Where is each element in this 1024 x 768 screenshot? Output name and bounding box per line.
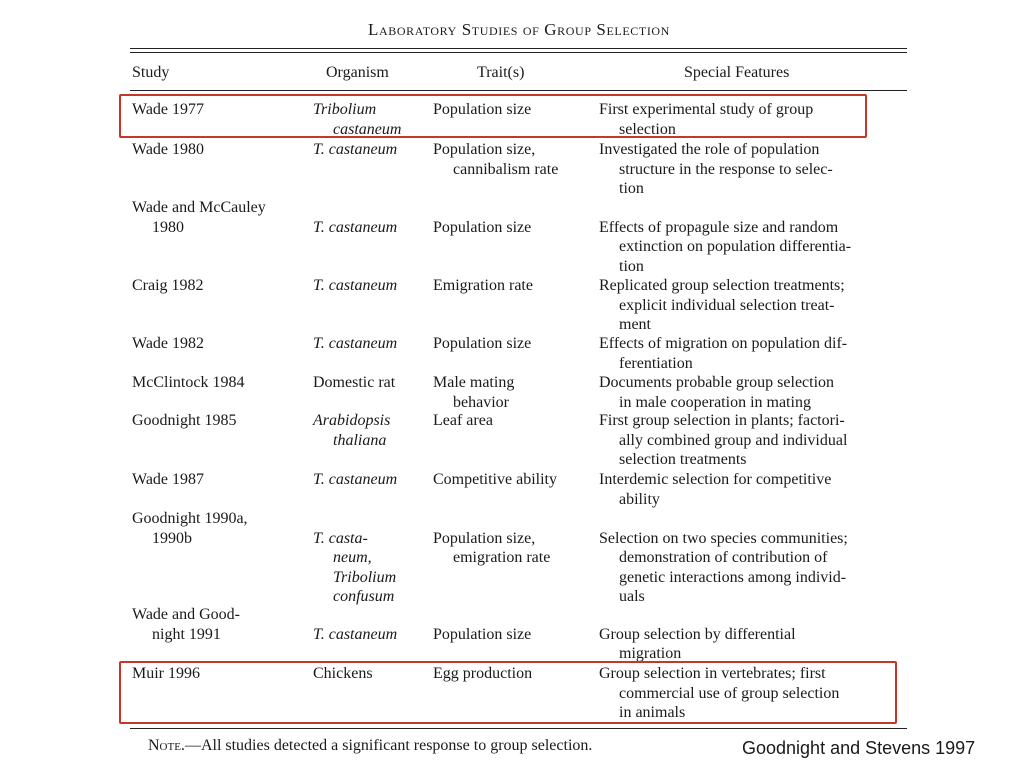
cell-line: McClintock 1984 [132, 374, 245, 391]
cell-line: T. castaneum [313, 625, 398, 643]
cell-line: Tribolium [313, 101, 377, 118]
cell-line: Male mating [433, 374, 515, 391]
cell-line: Leaf area [433, 412, 493, 429]
cell-line: structure in the response to selec- [619, 160, 833, 178]
table-cell-features [599, 276, 904, 335]
cell-line: ability [619, 490, 660, 508]
table-cell-traits [433, 334, 593, 354]
table-cell-organism [313, 373, 428, 393]
cell-line: First experimental study of group [599, 101, 814, 118]
note-text: —All studies detected a significant response to group selection. [184, 737, 593, 754]
note-label: Note. [148, 737, 185, 754]
cell-line [433, 198, 593, 218]
cell-line: explicit individual selection treat- [619, 296, 835, 314]
cell-line: in male cooperation in mating [619, 393, 811, 411]
cell-line: confusum [333, 588, 395, 606]
cell-line: Goodnight 1990a, [132, 510, 248, 527]
table-cell-features [599, 334, 904, 373]
cell-line [313, 605, 428, 625]
cell-line: Effects of propagule size and random [599, 218, 839, 236]
cell-line: Group selection in vertebrates; first [599, 665, 826, 682]
top-rule-1 [130, 48, 907, 49]
cell-line: neum, [333, 549, 372, 567]
cell-line: T. castaneum [313, 141, 398, 158]
table-cell-features [599, 509, 904, 607]
table-cell-organism [313, 470, 428, 490]
table-cell-features [599, 470, 904, 509]
table-cell-features [599, 605, 904, 664]
cell-line: thaliana [333, 431, 387, 449]
cell-line: Wade and Good- [132, 606, 241, 623]
cell-line: T. castaneum [313, 471, 398, 488]
table-cell-study [132, 605, 307, 644]
bottom-rule [130, 728, 907, 729]
table-cell-organism [313, 411, 428, 450]
cell-line: Population size, [433, 141, 536, 158]
table-cell-traits [433, 140, 593, 179]
cell-line [313, 509, 428, 529]
cell-line: 1980 [152, 218, 184, 236]
cell-line: cannibalism rate [453, 160, 559, 178]
table-cell-traits [433, 411, 593, 431]
cell-line: Group selection by differential [599, 625, 796, 643]
table-cell-organism [313, 605, 428, 644]
cell-line: uals [619, 588, 645, 606]
cell-line: Effects of migration on population dif- [599, 335, 848, 352]
table-cell-traits [433, 276, 593, 296]
table-cell-study [132, 470, 307, 490]
highlight-box-muir-1996 [119, 661, 897, 724]
cell-line: Documents probable group selection [599, 374, 835, 391]
table-cell-organism [313, 140, 428, 160]
cell-line: Population size [433, 625, 532, 643]
header-study: Study [132, 64, 170, 81]
cell-line [433, 605, 593, 625]
cell-line: tion [619, 257, 644, 275]
cell-line: Tribolium [333, 568, 397, 586]
table-cell-traits [433, 470, 593, 490]
table-cell-features [599, 198, 904, 276]
cell-line: Wade and McCauley [132, 199, 266, 216]
table-cell-features [599, 140, 904, 199]
cell-line: demonstration of contribution of [619, 549, 828, 567]
cell-line: castaneum [333, 120, 402, 138]
cell-line: selection [619, 120, 676, 138]
table-cell-study [132, 411, 307, 431]
cell-line: Population size, [433, 529, 536, 547]
cell-line: Population size [433, 218, 532, 236]
cell-line [313, 198, 428, 218]
table-cell-organism [313, 198, 428, 237]
header-special-features: Special Features [684, 64, 790, 81]
table-cell-traits [433, 605, 593, 644]
cell-line: Egg production [433, 665, 533, 682]
cell-line: emigration rate [453, 549, 551, 567]
table-cell-traits [433, 373, 593, 412]
table-cell-organism [313, 509, 428, 607]
table-cell-features [599, 411, 904, 470]
cell-line: T. castaneum [313, 218, 398, 236]
header-organism: Organism [326, 64, 389, 81]
cell-line: behavior [453, 393, 509, 411]
cell-line [433, 509, 593, 529]
cell-line: Investigated the role of population [599, 141, 820, 158]
cell-line: Wade 1980 [132, 141, 205, 158]
cell-line [599, 198, 904, 218]
table-cell-study [132, 334, 307, 354]
cell-line: ally combined group and individual [619, 431, 848, 449]
cell-line: Selection on two species communities; [599, 529, 848, 547]
cell-line: T. castaneum [313, 277, 398, 294]
citation-credit: Goodnight and Stevens 1997 [742, 738, 976, 758]
header-traits: Trait(s) [477, 64, 525, 81]
table-cell-organism [313, 334, 428, 354]
cell-line: night 1991 [152, 625, 221, 643]
cell-line: Competitive ability [433, 471, 557, 488]
cell-line: commercial use of group selection [619, 684, 840, 702]
cell-line: Interdemic selection for competitive [599, 471, 832, 488]
cell-line: First group selection in plants; factori- [599, 412, 845, 429]
cell-line: 1990b [152, 529, 192, 547]
table-cell-study [132, 509, 307, 548]
table-cell-traits [433, 198, 593, 237]
cell-line: Population size [433, 335, 532, 352]
cell-line: tion [619, 180, 644, 198]
table-cell-traits [433, 509, 593, 568]
cell-line: migration [619, 645, 682, 663]
table-cell-study [132, 373, 307, 393]
header-rule [130, 90, 907, 91]
cell-line: ferentiation [619, 354, 693, 372]
cell-line: Goodnight 1985 [132, 412, 237, 429]
cell-line: in animals [619, 704, 686, 722]
top-rule-2 [130, 52, 907, 53]
table-cell-study [132, 140, 307, 160]
cell-line: Replicated group selection treatments; [599, 277, 845, 294]
cell-line: Muir 1996 [132, 665, 200, 682]
cell-line: selection treatments [619, 451, 747, 469]
cell-line: Emigration rate [433, 277, 533, 294]
table-note [148, 737, 592, 755]
cell-line: Population size [433, 101, 532, 118]
cell-line: genetic interactions among individ- [619, 568, 847, 586]
cell-line: Craig 1982 [132, 277, 204, 294]
cell-line [599, 605, 904, 625]
cell-line: Wade 1987 [132, 471, 205, 488]
cell-line: Domestic rat [313, 374, 396, 391]
cell-line: ment [619, 316, 651, 334]
table-title: Laboratory Studies of Group Selection [368, 20, 670, 39]
table-cell-organism [313, 276, 428, 296]
highlight-box-wade-1977 [119, 94, 867, 138]
table-cell-features [599, 373, 904, 412]
cell-line: Chickens [313, 665, 373, 682]
cell-line: T. castaneum [313, 335, 398, 352]
table-cell-study [132, 198, 307, 237]
table-cell-study [132, 276, 307, 296]
cell-line: T. casta- [313, 529, 368, 547]
cell-line: extinction on population differentia- [619, 238, 852, 256]
cell-line: Arabidopsis [313, 412, 391, 429]
cell-line: Wade 1982 [132, 335, 205, 352]
cell-line [599, 509, 904, 529]
cell-line: Wade 1977 [132, 101, 205, 118]
